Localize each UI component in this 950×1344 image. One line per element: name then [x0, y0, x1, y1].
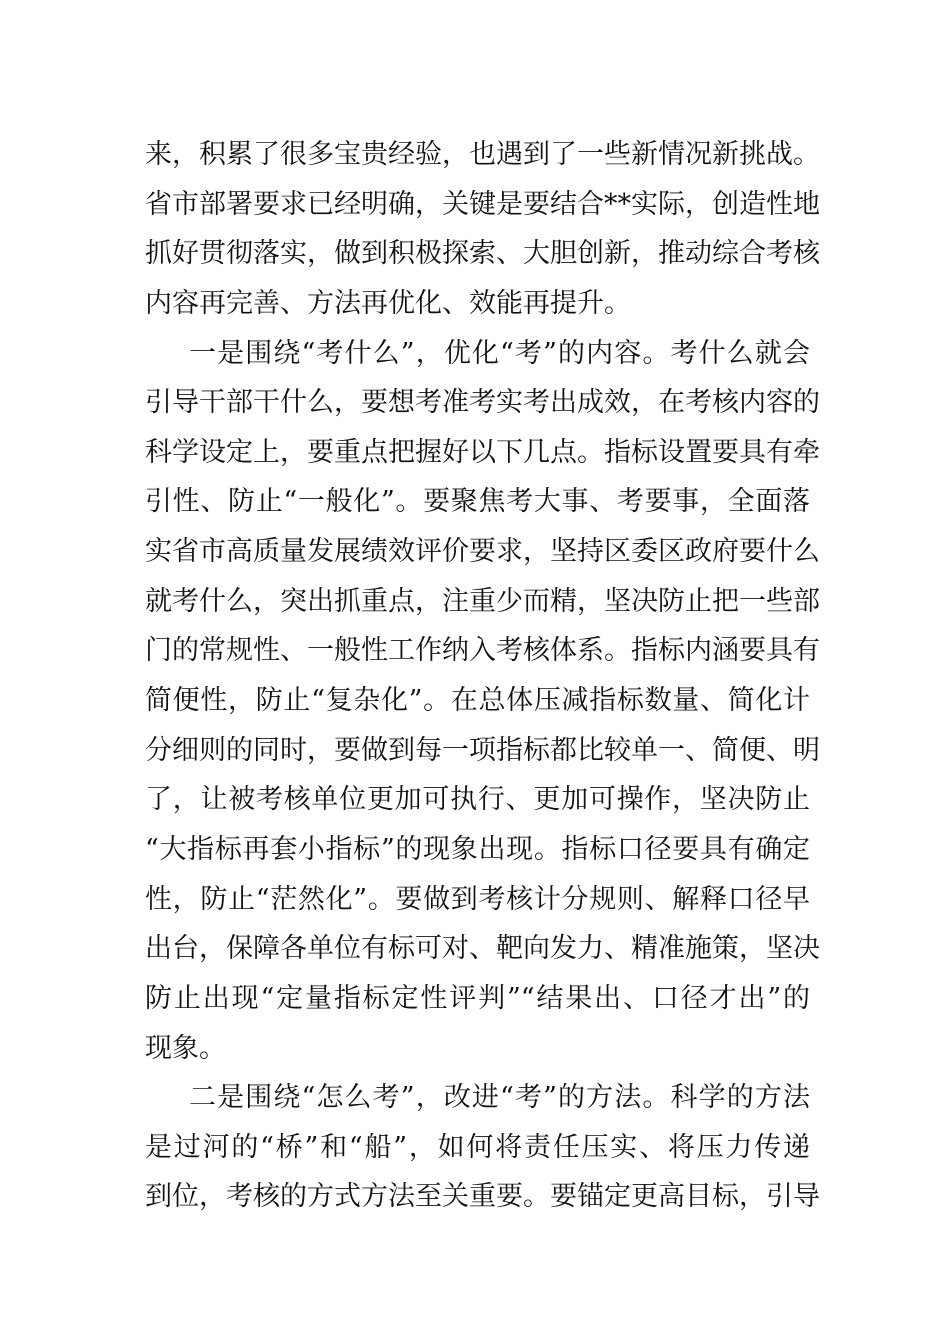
- body-text: [145, 130, 820, 1222]
- text-line: 简便性，防止“复杂化”。在总体压减指标数量、简化计: [145, 685, 810, 717]
- text-line: 就考什么，突出抓重点，注重少而精，坚决防止把一些部: [145, 585, 820, 617]
- text-line: 引导干部干什么，要想考准考实考出成效，在考核内容的: [145, 387, 820, 419]
- text-line: 实省市高质量发展绩效评价要求，坚持区委区政府要什么: [145, 536, 820, 568]
- text-line: 内容再完善、方法再优化、效能再提升。: [145, 287, 631, 319]
- text-line: 性，防止“茫然化”。要做到考核计分规则、解释口径早: [145, 883, 810, 915]
- text-line: 到位，考核的方式方法至关重要。要锚定更高目标，引导: [145, 1181, 820, 1213]
- text-line: 抓好贯彻落实，做到积极探索、大胆创新，推动综合考核: [145, 238, 820, 270]
- text-line: 分细则的同时，要做到每一项指标都比较单一、简便、明: [145, 734, 820, 766]
- text-line: 来，积累了很多宝贵经验，也遇到了一些新情况新挑战。: [145, 139, 820, 170]
- text-line: 是过河的“桥”和“船”，如何将责任压实、将压力传递: [145, 1131, 810, 1163]
- text-line: 门的常规性、一般性工作纳入考核体系。指标内涵要具有: [145, 635, 820, 667]
- text-line: 出台，保障各单位有标可对、靶向发力、精准施策，坚决: [145, 933, 820, 965]
- paragraph-start-line: 二是围绕“怎么考”，改进“考”的方法。科学的方法: [189, 1082, 810, 1114]
- paragraph-start-line: 一是围绕“考什么”，优化“考”的内容。考什么就会: [189, 337, 810, 369]
- text-line: 了，让被考核单位更加可执行、更加可操作，坚决防止: [145, 784, 810, 816]
- text-line: “大指标再套小指标”的现象出现。指标口径要具有确定: [145, 833, 810, 865]
- text-line: 引性、防止“一般化”。要聚焦考大事、考要事，全面落: [145, 486, 810, 518]
- text-line: 现象。: [145, 1032, 226, 1064]
- text-line: 科学设定上，要重点把握好以下几点。指标设置要具有牵: [145, 436, 820, 468]
- text-line: 防止出现“定量指标定性评判”“结果出、口径才出”的: [145, 982, 810, 1014]
- text-line: 省市部署要求已经明确，关键是要结合**实际，创造性地: [145, 188, 820, 220]
